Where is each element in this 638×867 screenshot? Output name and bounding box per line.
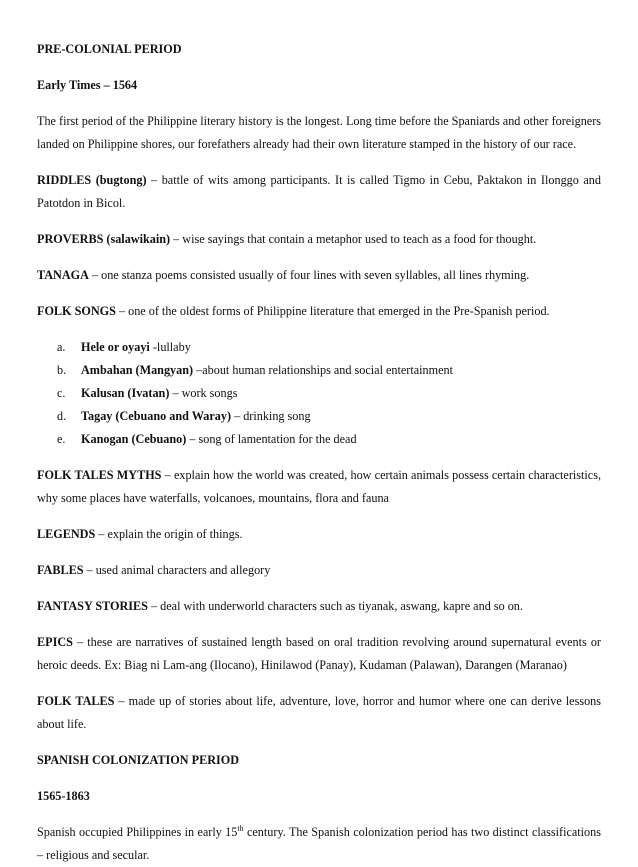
entry-text: – used animal characters and allegory xyxy=(83,563,271,577)
intro-paragraph: The first period of the Philippine literary history is the longest. Long time before the Spaniards and other foreigners landed on Philippine shores, our forefathers already had their own literature stamped in the history of our race. xyxy=(37,114,601,151)
entry-term: PROVERBS (salawikain) xyxy=(37,232,171,246)
intro-text-after: century. The Spanish colonization period has two distinct classifications – religious and secular. xyxy=(37,825,601,862)
entry-fables xyxy=(37,559,601,582)
list-text: –about human relationships and social entertainment xyxy=(193,363,454,377)
section-title-precolonial: PRE-COLONIAL PERIOD xyxy=(37,42,182,56)
list-marker: e. xyxy=(57,432,66,446)
entry-term: EPICS xyxy=(37,635,73,649)
section-subtitle-early-times: Early Times – 1564 xyxy=(37,78,138,92)
ordinal-suffix: th xyxy=(237,823,244,833)
list-marker: a. xyxy=(57,340,66,354)
folk-songs-list xyxy=(37,336,601,451)
entry-text: – made up of stories about life, adventure, love, horror and humor where one can derive lessons about life. xyxy=(37,694,602,731)
entry-text: – deal with underworld characters such as tiyanak, aswang, kapre and so on. xyxy=(147,599,523,613)
spanish-intro-paragraph xyxy=(37,821,601,867)
entry-riddles xyxy=(37,169,601,215)
entry-text: – explain how the world was created, how certain animals possess certain characteristics, why some places have waterfalls, volcanoes, mountains, flora and fauna xyxy=(37,468,601,505)
list-marker: c. xyxy=(57,386,66,400)
entry-text: – these are narratives of sustained length based on oral tradition revolving around supernatural events or heroic deeds. Ex: Biag ni Lam-ang (Ilocano), Hinilawod (Panay), Kudaman (Palawan), Darangen (Maranao) xyxy=(37,635,601,672)
entry-fantasy-stories xyxy=(37,595,601,618)
entry-folk-tales-myths xyxy=(37,464,601,510)
list-item xyxy=(57,405,601,428)
list-text: – drinking song xyxy=(231,409,311,423)
list-item xyxy=(57,359,601,382)
entry-term: LEGENDS xyxy=(37,527,96,541)
section-title-spanish: SPANISH COLONIZATION PERIOD xyxy=(37,753,240,767)
entry-text: – explain the origin of things. xyxy=(95,527,243,541)
list-term: Ambahan (Mangyan) xyxy=(81,363,194,377)
list-item xyxy=(57,428,601,451)
list-marker: d. xyxy=(57,409,67,423)
entry-term: FABLES xyxy=(37,563,84,577)
section-subtitle-years: 1565-1863 xyxy=(37,789,90,803)
entry-term: TANAGA xyxy=(37,268,89,282)
list-term: Kalusan (Ivatan) xyxy=(81,386,170,400)
intro-text-before: Spanish occupied Philippines in early 15 xyxy=(37,825,238,839)
list-text: – work songs xyxy=(169,386,238,400)
entry-term: RIDDLES (bugtong) xyxy=(37,173,147,187)
entry-term: FOLK TALES MYTHS xyxy=(37,468,162,482)
entry-text: – battle of wits among participants. It is called Tigmo in Cebu, Paktakon in Ilonggo and Patotdon in Bicol. xyxy=(37,173,601,210)
entry-text: – one of the oldest forms of Philippine literature that emerged in the Pre-Spanish period. xyxy=(115,304,550,318)
list-item xyxy=(57,336,601,359)
entry-text: – wise sayings that contain a metaphor used to teach as a food for thought. xyxy=(170,232,537,246)
entry-term: FANTASY STORIES xyxy=(37,599,148,613)
list-text: – song of lamentation for the dead xyxy=(186,432,357,446)
entry-text: – one stanza poems consisted usually of four lines with seven syllables, all lines rhyming. xyxy=(88,268,530,282)
list-term: Tagay (Cebuano and Waray) xyxy=(81,409,232,423)
entry-tanaga xyxy=(37,264,601,287)
entry-proverbs xyxy=(37,228,601,251)
list-term: Hele or oyayi xyxy=(81,340,150,354)
entry-folk-tales xyxy=(37,690,601,736)
entry-term: FOLK SONGS xyxy=(37,304,116,318)
list-marker: b. xyxy=(57,363,67,377)
list-text: -lullaby xyxy=(149,340,191,354)
entry-term: FOLK TALES xyxy=(37,694,115,708)
entry-legends xyxy=(37,523,601,546)
list-item xyxy=(57,382,601,405)
entry-folk-songs xyxy=(37,300,601,323)
list-term: Kanogan (Cebuano) xyxy=(81,432,187,446)
entry-epics xyxy=(37,631,601,677)
